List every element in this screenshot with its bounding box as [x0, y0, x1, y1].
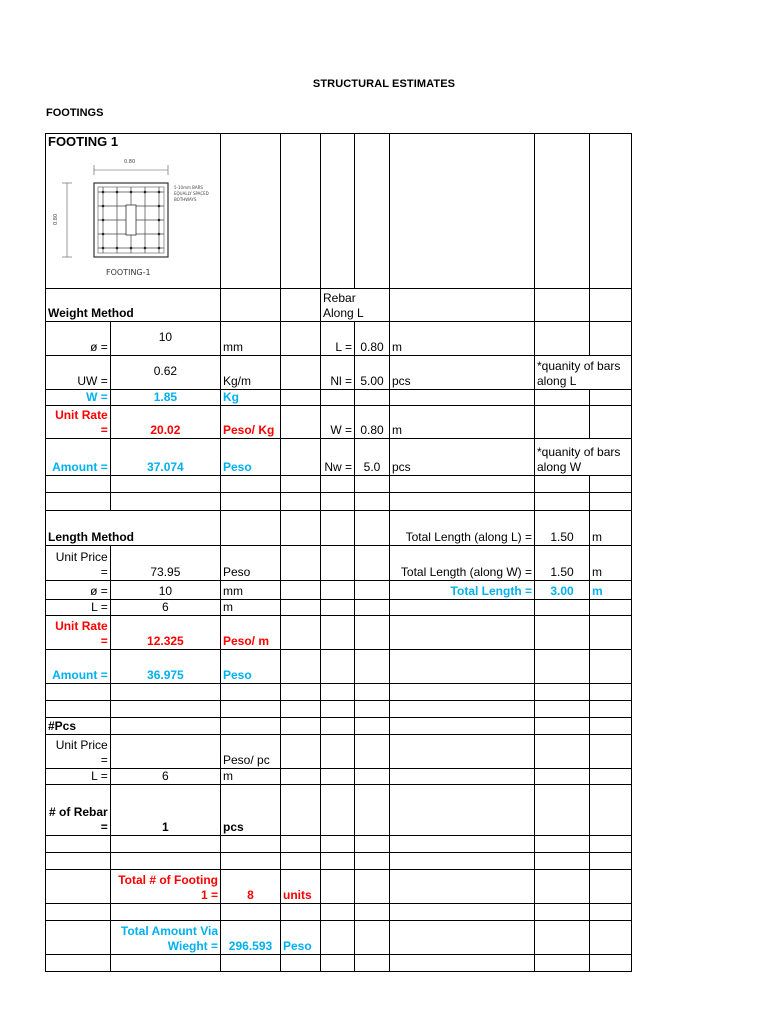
dim-side-label: 0.80	[53, 213, 59, 225]
weight-rate-unit: Peso/ Kg	[221, 406, 281, 439]
length-rate-value: 12.325	[110, 616, 220, 650]
rebar-nw-value: 5.0	[355, 439, 390, 476]
rebar-nw-label: Nw =	[321, 439, 355, 476]
weight-uw-unit: Kg/m	[221, 356, 281, 390]
weight-uw-label: UW =	[46, 356, 111, 390]
drawing-note-line: BOTHWAYS	[174, 197, 197, 202]
weight-amount-value: 37.074	[110, 439, 220, 476]
pcs-price-unit: Peso/ pc	[221, 735, 281, 769]
length-dia-unit: mm	[221, 581, 281, 600]
page-title: STRUCTURAL ESTIMATES	[312, 78, 456, 90]
length-price-unit: Peso	[221, 546, 281, 581]
total-length-unit: m	[590, 581, 632, 600]
total-amount-value: 296.593	[221, 921, 281, 955]
rebar-heading: Rebar Along L	[321, 289, 390, 322]
rebar-nw-unit: pcs	[390, 439, 535, 476]
footing-estimate-table	[45, 133, 632, 972]
weight-w-unit: Kg	[221, 390, 281, 406]
length-rate-unit: Peso/ m	[221, 616, 281, 650]
total-amount-unit: Peso	[281, 921, 321, 955]
length-rate-label: Unit Rate =	[46, 616, 111, 650]
rebar-l-value: 0.80	[355, 322, 390, 356]
rebar-l-unit: m	[390, 322, 535, 356]
weight-rate-label: Unit Rate =	[46, 406, 111, 439]
rebar-l-label: L =	[321, 322, 355, 356]
weight-w-value: 1.85	[110, 390, 220, 406]
length-l-unit: m	[221, 600, 281, 616]
footing-plan-drawing	[48, 149, 218, 284]
total-length-w-unit: m	[590, 546, 632, 581]
rebar-w-unit: m	[390, 406, 535, 439]
footing-title: FOOTING 1	[48, 134, 119, 149]
footing-title-cell	[46, 134, 221, 289]
length-dia-value: 10	[110, 581, 220, 600]
total-length-label: Total Length =	[390, 581, 535, 600]
weight-dia-label: ø =	[46, 322, 111, 356]
length-method-heading: Length Method	[46, 511, 221, 546]
weight-amount-unit: Peso	[221, 439, 281, 476]
rebar-w-value: 0.80	[355, 406, 390, 439]
section-heading: FOOTINGS	[46, 107, 104, 119]
weight-uw-value: 0.62	[110, 356, 220, 390]
pcs-heading: #Pcs	[46, 718, 111, 735]
pcs-l-value: 6	[110, 769, 220, 785]
total-length-l-label: Total Length (along L) =	[390, 511, 535, 546]
weight-amount-label: Amount =	[46, 439, 111, 476]
rebar-w-label: W =	[321, 406, 355, 439]
length-l-label: L =	[46, 600, 111, 616]
length-amount-value: 36.975	[110, 650, 220, 684]
total-length-w-label: Total Length (along W) =	[390, 546, 535, 581]
weight-rate-value: 20.02	[110, 406, 220, 439]
pcs-rebar-label: # of Rebar =	[46, 785, 111, 836]
length-price-value: 73.95	[110, 546, 220, 581]
rebar-nw-note: *quanity of bars along W	[535, 439, 632, 476]
weight-dia-value: 10	[110, 322, 220, 356]
length-price-label: Unit Price =	[46, 546, 111, 581]
pcs-rebar-value: 1	[110, 785, 220, 836]
weight-method-heading: Weight Method	[46, 289, 221, 322]
dim-top-label: 0.80	[124, 159, 136, 165]
length-amount-label: Amount =	[46, 650, 111, 684]
weight-w-label: W =	[46, 390, 111, 406]
total-footings-unit: units	[281, 870, 321, 904]
length-l-value: 6	[110, 600, 220, 616]
weight-dia-unit: mm	[221, 322, 281, 356]
pcs-l-unit: m	[221, 769, 281, 785]
total-footings-value: 8	[221, 870, 281, 904]
total-length-l-value: 1.50	[535, 511, 590, 546]
rebar-nl-value: 5.00	[355, 356, 390, 390]
pcs-l-label: L =	[46, 769, 111, 785]
total-length-value: 3.00	[535, 581, 590, 600]
length-dia-label: ø =	[46, 581, 111, 600]
drawing-caption: FOOTING-1	[106, 268, 151, 277]
drawing-note-line: 5-10mm BARS	[174, 185, 203, 190]
total-amount-label: Total Amount Via Wieght =	[110, 921, 220, 955]
total-footings-label: Total # of Footing 1 =	[110, 870, 220, 904]
pcs-price-label: Unit Price =	[46, 735, 111, 769]
pcs-rebar-unit: pcs	[221, 785, 281, 836]
drawing-note-line: EQUALLY SPACED	[174, 191, 209, 196]
length-amount-unit: Peso	[221, 650, 281, 684]
rebar-nl-unit: pcs	[390, 356, 535, 390]
total-length-w-value: 1.50	[535, 546, 590, 581]
rebar-nl-label: Nl =	[321, 356, 355, 390]
total-length-l-unit: m	[590, 511, 632, 546]
rebar-nl-note: *quanity of bars along L	[535, 356, 632, 390]
